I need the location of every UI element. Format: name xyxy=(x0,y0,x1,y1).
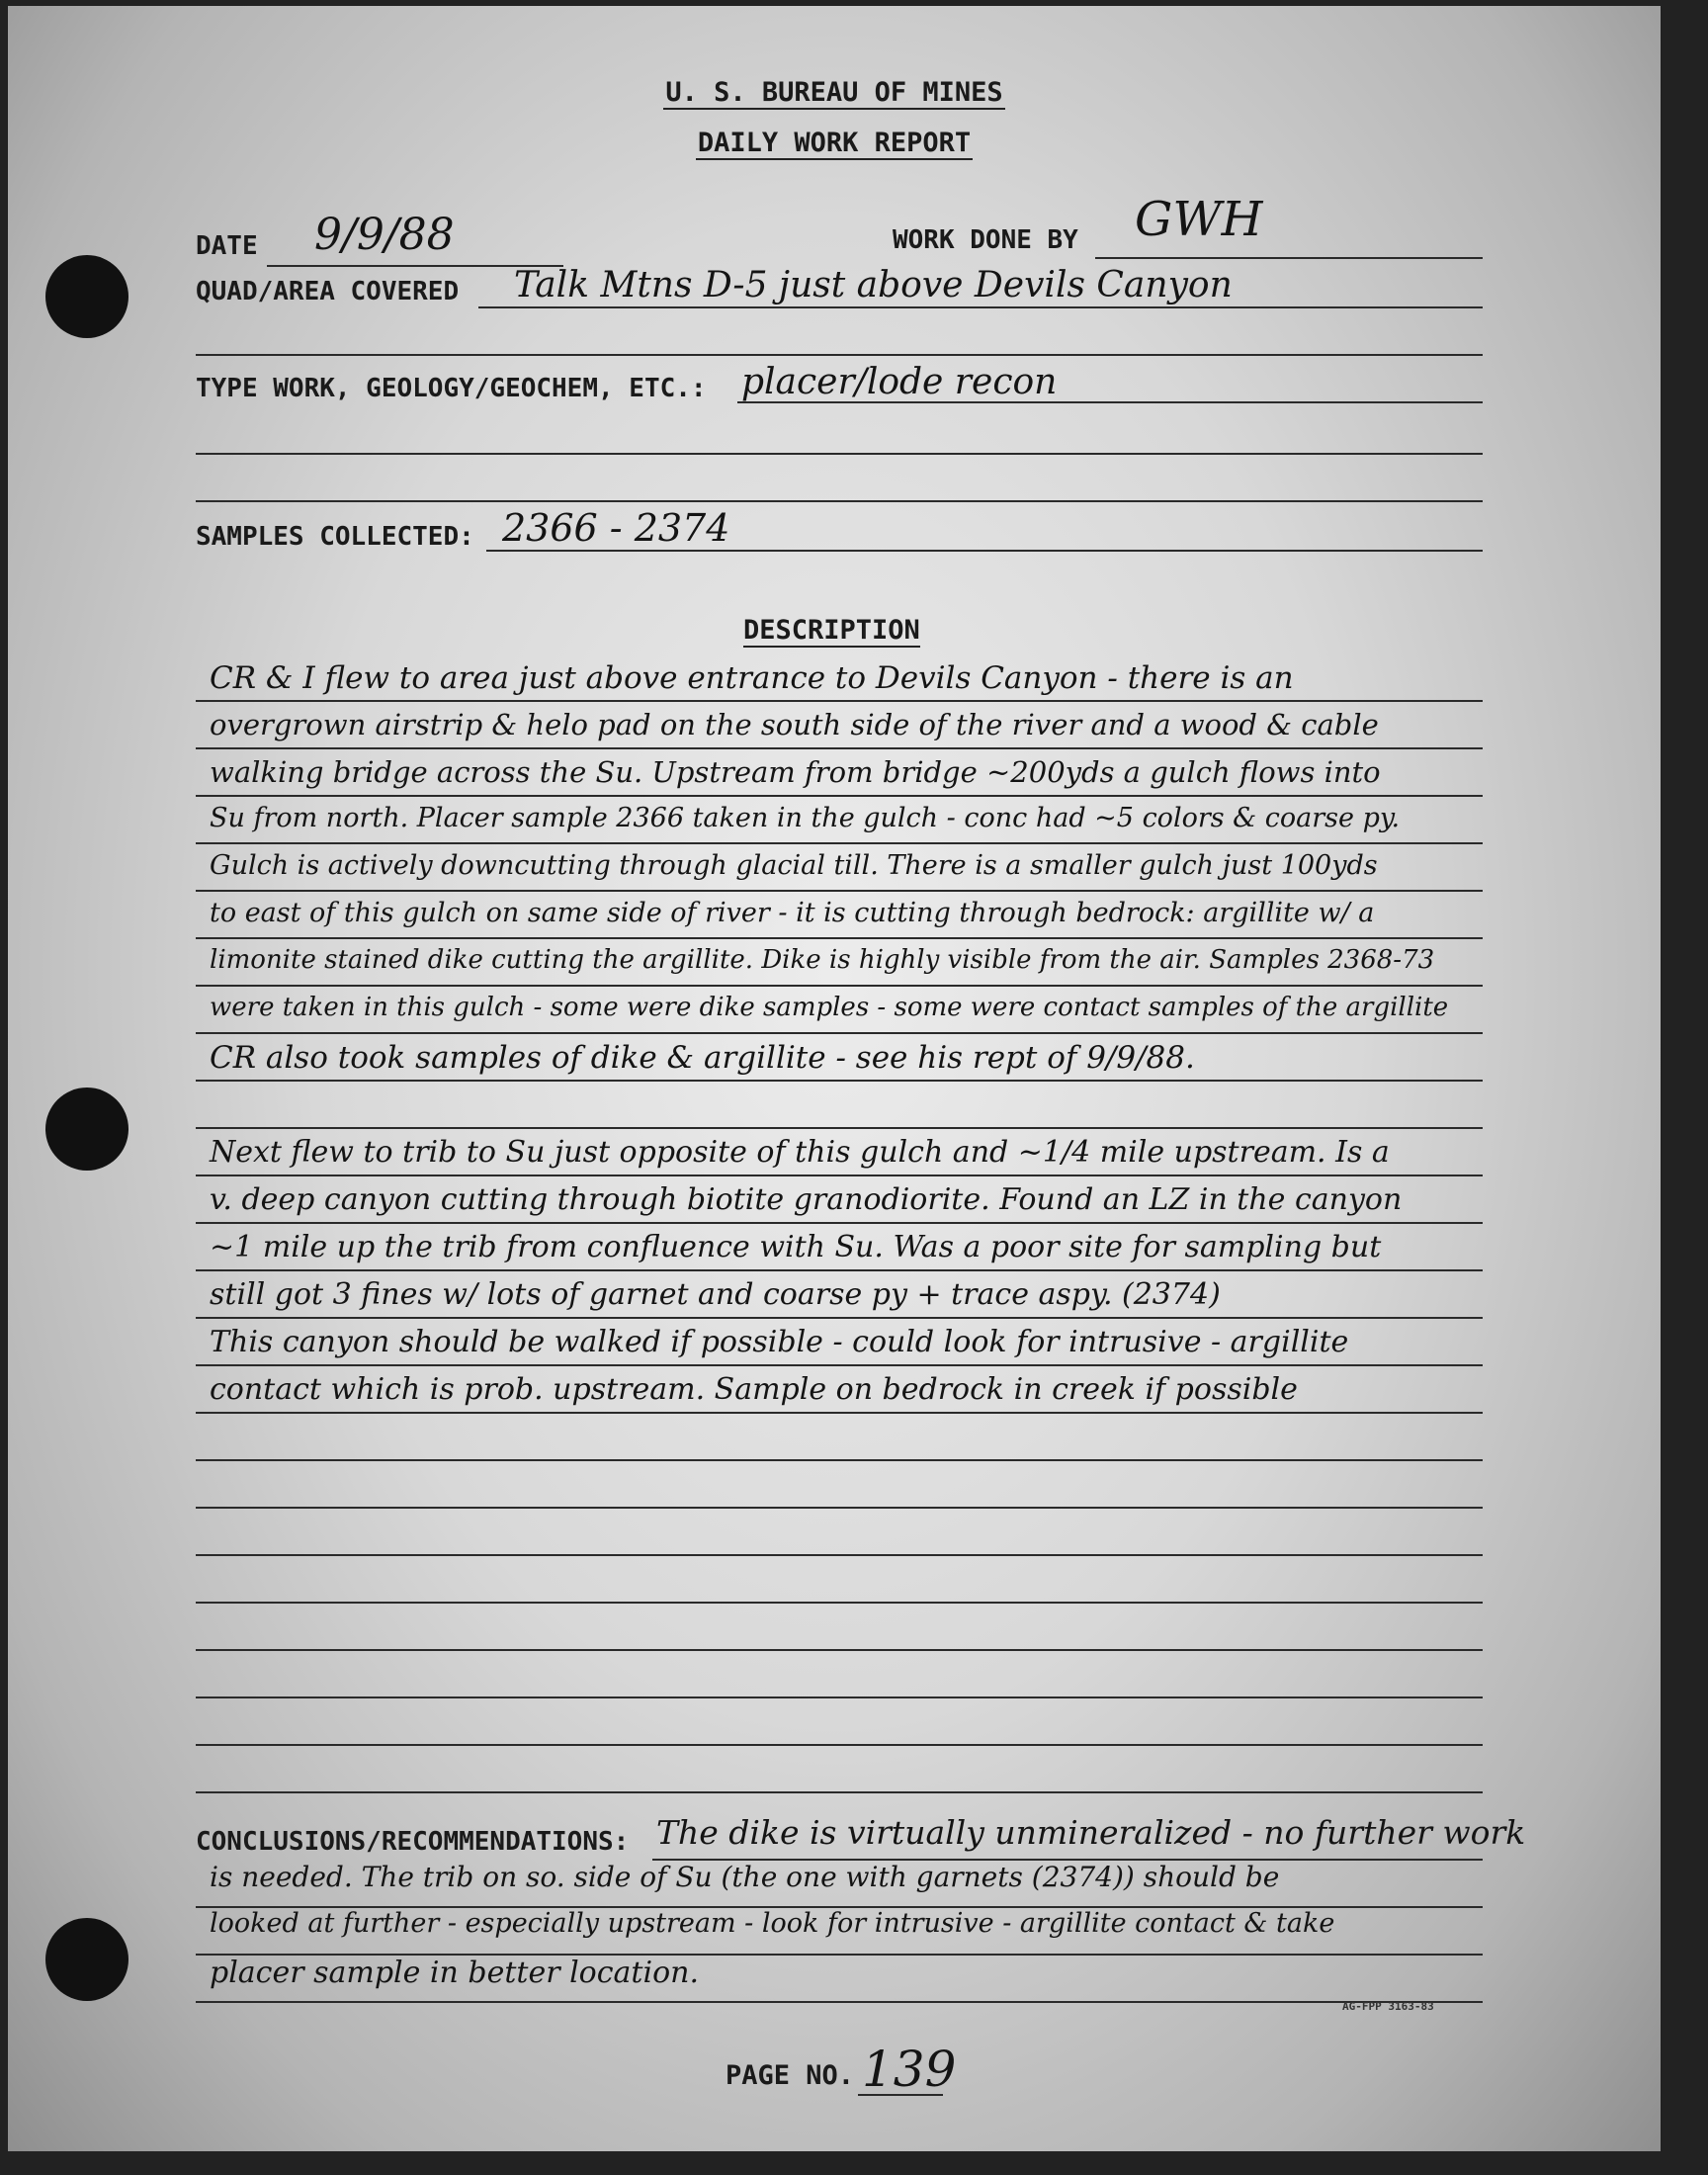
description-line: CR & I flew to area just above entrance to Devils Canyon - there is an xyxy=(210,660,1294,696)
report-page xyxy=(8,6,1661,2151)
conclusions-rule xyxy=(196,2001,1483,2003)
date-value: 9/9/88 xyxy=(314,210,455,260)
description-line: limonite stained dike cutting the argillite. Dike is highly visible from the air. Samples 2368-73 xyxy=(210,945,1435,975)
form-code: AG-FPP 3163-83 xyxy=(1342,2000,1434,2013)
blank-rule xyxy=(196,453,1483,455)
description-rule xyxy=(196,1269,1483,1271)
type-work-label: TYPE WORK, GEOLOGY/GEOCHEM, ETC.: xyxy=(196,374,707,403)
description-line: were taken in this gulch - some were dike samples - some were contact samples of the argillite xyxy=(210,993,1449,1022)
description-line: This canyon should be walked if possible - could look for intrusive - argillite xyxy=(210,1325,1349,1359)
description-line: overgrown airstrip & helo pad on the south side of the river and a wood & cable xyxy=(210,708,1379,741)
description-rule xyxy=(196,1507,1483,1509)
samples-value: 2366 - 2374 xyxy=(502,506,730,550)
conclusions-line: The dike is virtually unmineralized - no further work xyxy=(656,1813,1526,1852)
description-line: walking bridge across the Su. Upstream from bridge ~200yds a gulch flows into xyxy=(210,755,1381,789)
description-rule xyxy=(196,1696,1483,1698)
report-title: DAILY WORK REPORT xyxy=(697,128,972,158)
description-rule xyxy=(196,1080,1483,1082)
binder-hole xyxy=(45,255,128,338)
binder-hole xyxy=(45,1088,128,1171)
work-done-by-label: WORK DONE BY xyxy=(893,225,1078,255)
description-line: Su from north. Placer sample 2366 taken in the gulch - conc had ~5 colors & coarse py. xyxy=(210,803,1401,833)
date-label: DATE xyxy=(196,231,258,261)
description-rule xyxy=(196,1649,1483,1651)
agency-heading: U. S. BUREAU OF MINES xyxy=(665,77,1003,108)
description-line: Gulch is actively downcutting through glacial till. There is a smaller gulch just 100yds xyxy=(210,850,1378,881)
type-work-value: placer/lode recon xyxy=(741,362,1058,402)
description-rule xyxy=(196,1602,1483,1604)
description-rule xyxy=(196,1744,1483,1746)
description-rule xyxy=(196,1412,1483,1414)
description-rule xyxy=(196,985,1483,987)
description-rule xyxy=(196,937,1483,939)
description-rule xyxy=(196,1459,1483,1461)
conclusions-line: placer sample in better location. xyxy=(210,1956,699,1990)
samples-rule xyxy=(486,550,1483,552)
description-rule xyxy=(196,1174,1483,1176)
description-line: ~1 mile up the trib from confluence with Su. Was a poor site for sampling but xyxy=(210,1230,1382,1264)
page-number-label: PAGE NO. xyxy=(726,2060,855,2091)
conclusions-line: is needed. The trib on so. side of Su (the one with garnets (2374)) should be xyxy=(210,1861,1280,1893)
description-rule xyxy=(196,1127,1483,1129)
description-rule xyxy=(196,795,1483,797)
description-rule xyxy=(196,1032,1483,1034)
samples-label: SAMPLES COLLECTED: xyxy=(196,522,474,552)
description-rule xyxy=(196,1222,1483,1224)
description-rule xyxy=(196,842,1483,844)
quad-rule xyxy=(478,306,1483,308)
conclusions-label: CONCLUSIONS/RECOMMENDATIONS: xyxy=(196,1827,630,1857)
blank-rule xyxy=(196,354,1483,356)
description-rule xyxy=(196,700,1483,702)
quad-value: Talk Mtns D-5 just above Devils Canyon xyxy=(514,265,1233,305)
description-line: still got 3 fines w/ lots of garnet and coarse py + trace aspy. (2374) xyxy=(210,1277,1221,1312)
description-rule xyxy=(196,1554,1483,1556)
work-done-by-rule xyxy=(1095,257,1483,259)
description-line: CR also took samples of dike & argillite - see his rept of 9/9/88. xyxy=(210,1040,1195,1076)
quad-label: QUAD/AREA COVERED xyxy=(196,277,460,306)
blank-rule xyxy=(196,500,1483,502)
description-rule xyxy=(196,1364,1483,1366)
description-rule xyxy=(196,747,1483,749)
work-done-by-value: GWH xyxy=(1135,192,1263,247)
binder-hole xyxy=(45,1918,128,2001)
description-line: Next flew to trib to Su just opposite of this gulch and ~1/4 mile upstream. Is a xyxy=(210,1135,1390,1170)
description-line: contact which is prob. upstream. Sample on bedrock in creek if possible xyxy=(210,1372,1298,1407)
description-heading: DESCRIPTION xyxy=(743,615,920,646)
description-line: v. deep canyon cutting through biotite granodiorite. Found an LZ in the canyon xyxy=(210,1182,1403,1217)
conclusions-line: looked at further - especially upstream - look for intrusive - argillite contact & take xyxy=(210,1908,1335,1939)
page-number-value: 139 xyxy=(862,2041,957,2098)
description-rule xyxy=(196,1317,1483,1319)
description-rule xyxy=(196,1791,1483,1793)
description-rule xyxy=(196,890,1483,892)
description-line: to east of this gulch on same side of river - it is cutting through bedrock: argillite w/ a xyxy=(210,898,1375,928)
